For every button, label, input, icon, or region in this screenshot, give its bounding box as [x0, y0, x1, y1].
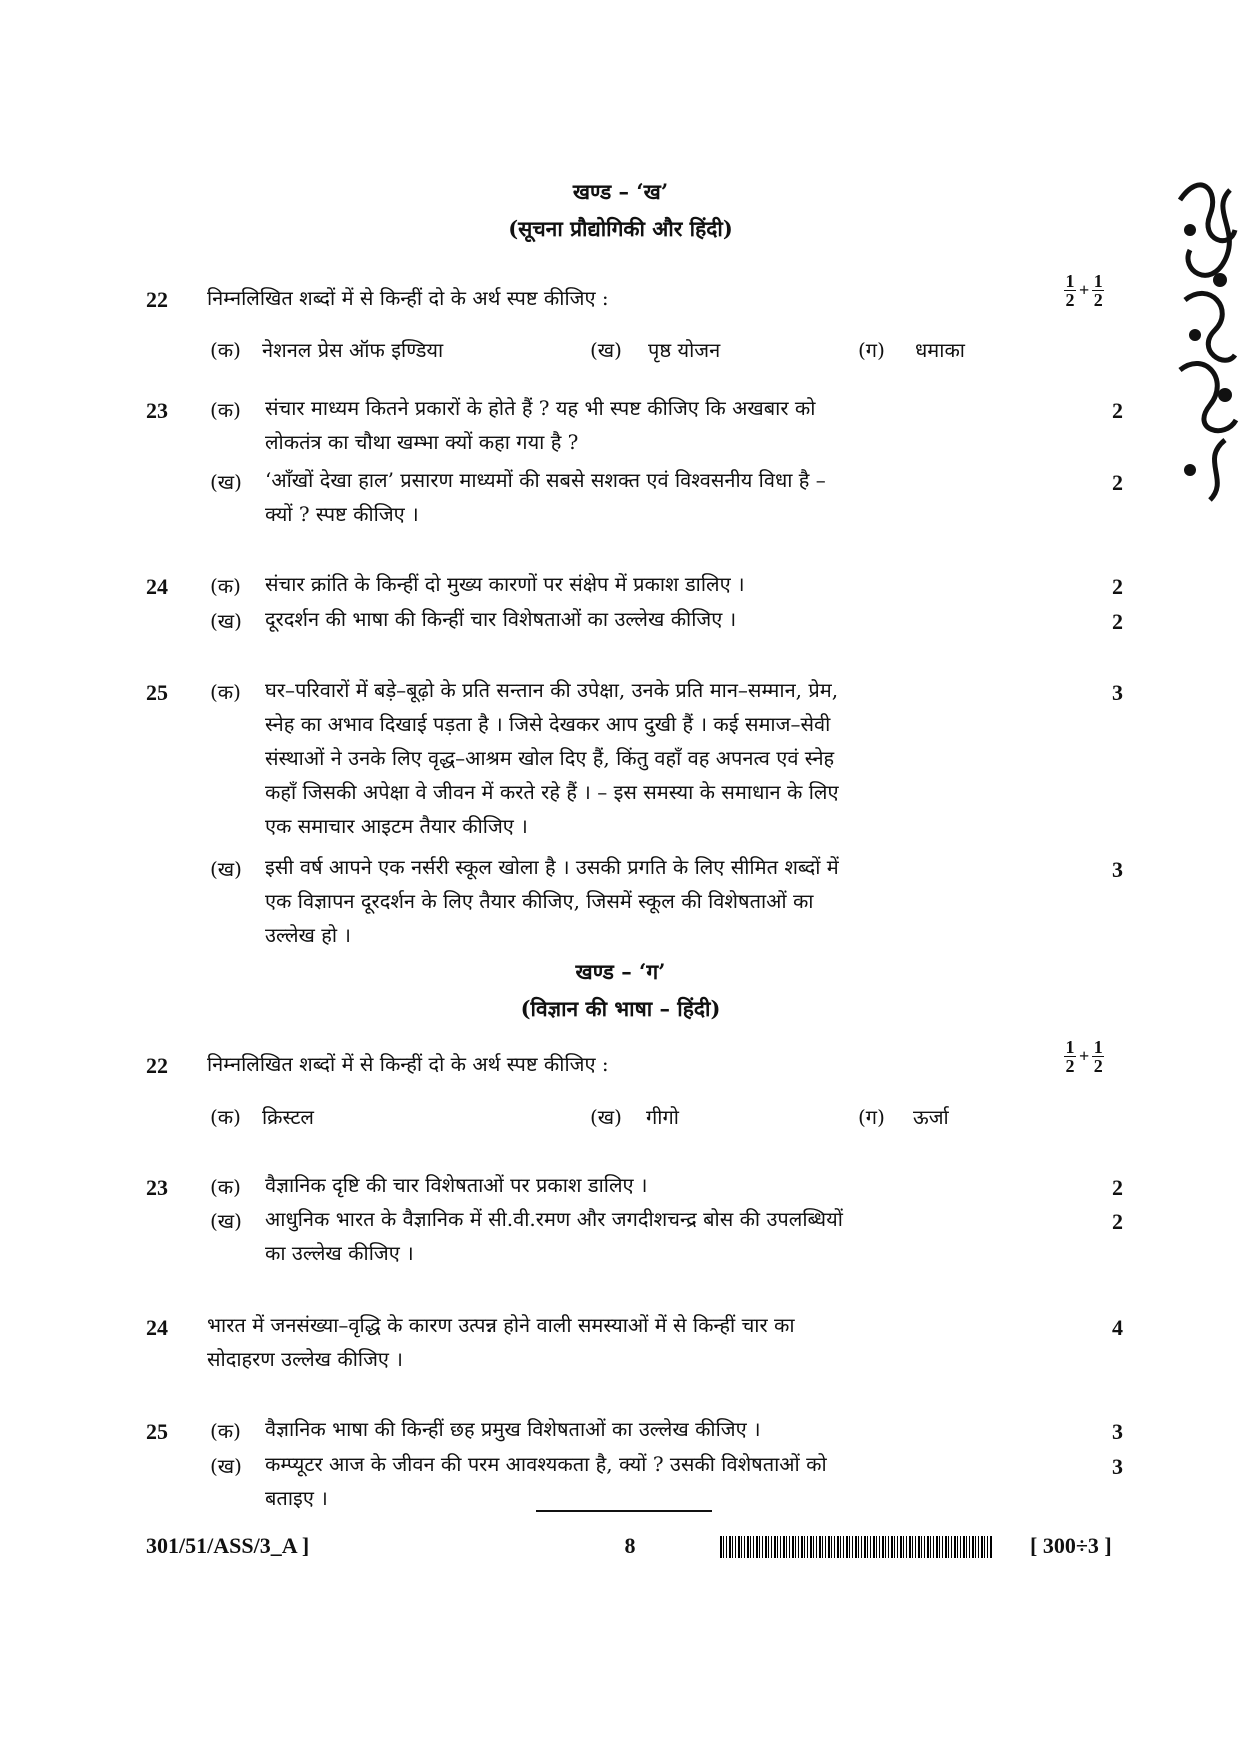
part-text: कम्प्यूटर आज के जीवन की परम आवश्यकता है, क्यों ? उसकी विशेषताओं को बताइए । — [265, 1452, 827, 1510]
question-text: भारत में जनसंख्या–वृद्धि के कारण उत्पन्न होने वाली समस्याओं में से किन्हीं चार का सोदाहरण उल्लेख कीजिए । — [207, 1313, 795, 1371]
option-text: पृष्ठ योजन — [648, 338, 721, 362]
part-label: (क) — [210, 1175, 241, 1199]
part-text: संचार माध्यम कितने प्रकारों के होते हैं ? यह भी स्पष्ट कीजिए कि अखबार को लोकतंत्र का चौथा खम्भा क्यों कहा गया है ? — [265, 396, 816, 454]
question-number: 23 — [146, 398, 168, 423]
part-label: (ख) — [210, 609, 242, 633]
option-text: गीगो — [646, 1105, 679, 1129]
question-number: 23 — [146, 1175, 168, 1200]
option-text: क्रिस्टल — [262, 1105, 314, 1129]
part-text: वैज्ञानिक भाषा की किन्हीं छह प्रमुख विशेषताओं का उल्लेख कीजिए । — [265, 1417, 761, 1441]
marks: 3 — [1112, 1419, 1123, 1444]
question-number: 22 — [146, 1053, 168, 1078]
option-text: नेशनल प्रेस ऑफ इण्डिया — [262, 338, 444, 362]
option-label: (ख) — [590, 338, 622, 362]
option-label: (ख) — [590, 1105, 622, 1129]
part-label: (ख) — [210, 1209, 242, 1233]
end-rule — [536, 1510, 712, 1512]
question-number: 22 — [146, 287, 168, 312]
part-text: संचार क्रांति के किन्हीं दो मुख्य कारणों पर संक्षेप में प्रकाश डालिए । — [265, 572, 745, 596]
marks: 2 — [1112, 1175, 1123, 1200]
part-label: (क) — [210, 1419, 241, 1443]
marks: 3 — [1112, 680, 1123, 705]
part-label: (ख) — [210, 1454, 242, 1478]
part-text: वैज्ञानिक दृष्टि की चार विशेषताओं पर प्रकाश डालिए । — [265, 1173, 648, 1197]
option-text: धमाका — [915, 338, 965, 362]
marks: 3 — [1112, 857, 1123, 882]
section-c-heading: खण्ड – ‘ग’ — [575, 959, 666, 984]
option-text: ऊर्जा — [913, 1105, 949, 1129]
marks-fraction: 1 2 + 1 2 — [1065, 271, 1103, 310]
part-label: (क) — [210, 398, 241, 422]
section-b-subheading: (सूचना प्रौद्योगिकी और हिंदी) — [508, 216, 733, 241]
marks: 2 — [1112, 1209, 1123, 1234]
option-label: (ग) — [858, 1105, 885, 1129]
part-text: ‘आँखों देखा हाल’ प्रसारण माध्यमों की सबसे सशक्त एवं विश्वसनीय विधा है – क्यों ? स्पष्ट कीजिए । — [265, 468, 826, 526]
marks: 2 — [1112, 398, 1123, 423]
marks: 4 — [1112, 1315, 1123, 1340]
section-c-subheading: (विज्ञान की भाषा – हिंदी) — [520, 996, 721, 1021]
part-text: दूरदर्शन की भाषा की किन्हीं चार विशेषताओं का उल्लेख कीजिए । — [265, 607, 737, 631]
paper-code: 301/51/ASS/3_A ] — [146, 1533, 310, 1558]
marks: 2 — [1112, 609, 1123, 634]
section-b-heading: खण्ड – ‘ख’ — [572, 179, 669, 204]
part-label: (क) — [210, 574, 241, 598]
question-number: 25 — [146, 1419, 168, 1444]
option-label: (ग) — [858, 338, 885, 362]
part-text: इसी वर्ष आपने एक नर्सरी स्कूल खोला है । उसकी प्रगति के लिए सीमित शब्दों में एक विज्ञापन दूरदर्शन के लिए तैयार कीजिए, जिसमें स्कूल की विशेषताओं का उल्लेख हो । — [265, 855, 839, 947]
part-label: (क) — [210, 680, 241, 704]
option-label: (क) — [210, 1105, 241, 1129]
part-label: (ख) — [210, 857, 242, 881]
marks: 2 — [1112, 574, 1123, 599]
question-number: 25 — [146, 680, 168, 705]
question-text: निम्नलिखित शब्दों में से किन्हीं दो के अर्थ स्पष्ट कीजिए : — [207, 1052, 609, 1076]
part-text: घर–परिवारों में बड़े–बूढ़ो के प्रति सन्तान की उपेक्षा, उनके प्रति मान–सम्मान, प्रेम, स्नेह का अभाव दिखाई पड़ता है । जिसे देखकर आप दुखी हैं । कई समाज–सेवी संस्थाओं ने उनके लिए वृद्ध–आश्रम खोल दिए हैं, किंतु वहाँ वह अपनत्व एवं स्नेह कहाँ जिसकी अपेक्षा वे जीवन में करते रहे हैं । – इस समस्या के समाधान के लिए एक समाचार आइटम तैयार कीजिए । — [265, 678, 839, 838]
page-number: 8 — [624, 1533, 636, 1558]
part-label: (ख) — [210, 470, 242, 494]
question-number: 24 — [146, 1315, 168, 1340]
part-text: आधुनिक भारत के वैज्ञानिक में सी.वी.रमण और जगदीशचन्द्र बोस की उपलब्धियों का उल्लेख कीजिए । — [265, 1207, 843, 1265]
marks: 3 — [1112, 1454, 1123, 1479]
barcode — [720, 1536, 992, 1558]
page-count: [ 300÷3 ] — [1030, 1533, 1112, 1558]
question-number: 24 — [146, 574, 168, 599]
option-label: (क) — [210, 338, 241, 362]
question-text: निम्नलिखित शब्दों में से किन्हीं दो के अर्थ स्पष्ट कीजिए : — [207, 286, 609, 310]
marks-fraction: 1 2 + 1 2 — [1065, 1037, 1103, 1076]
marks: 2 — [1112, 470, 1123, 495]
